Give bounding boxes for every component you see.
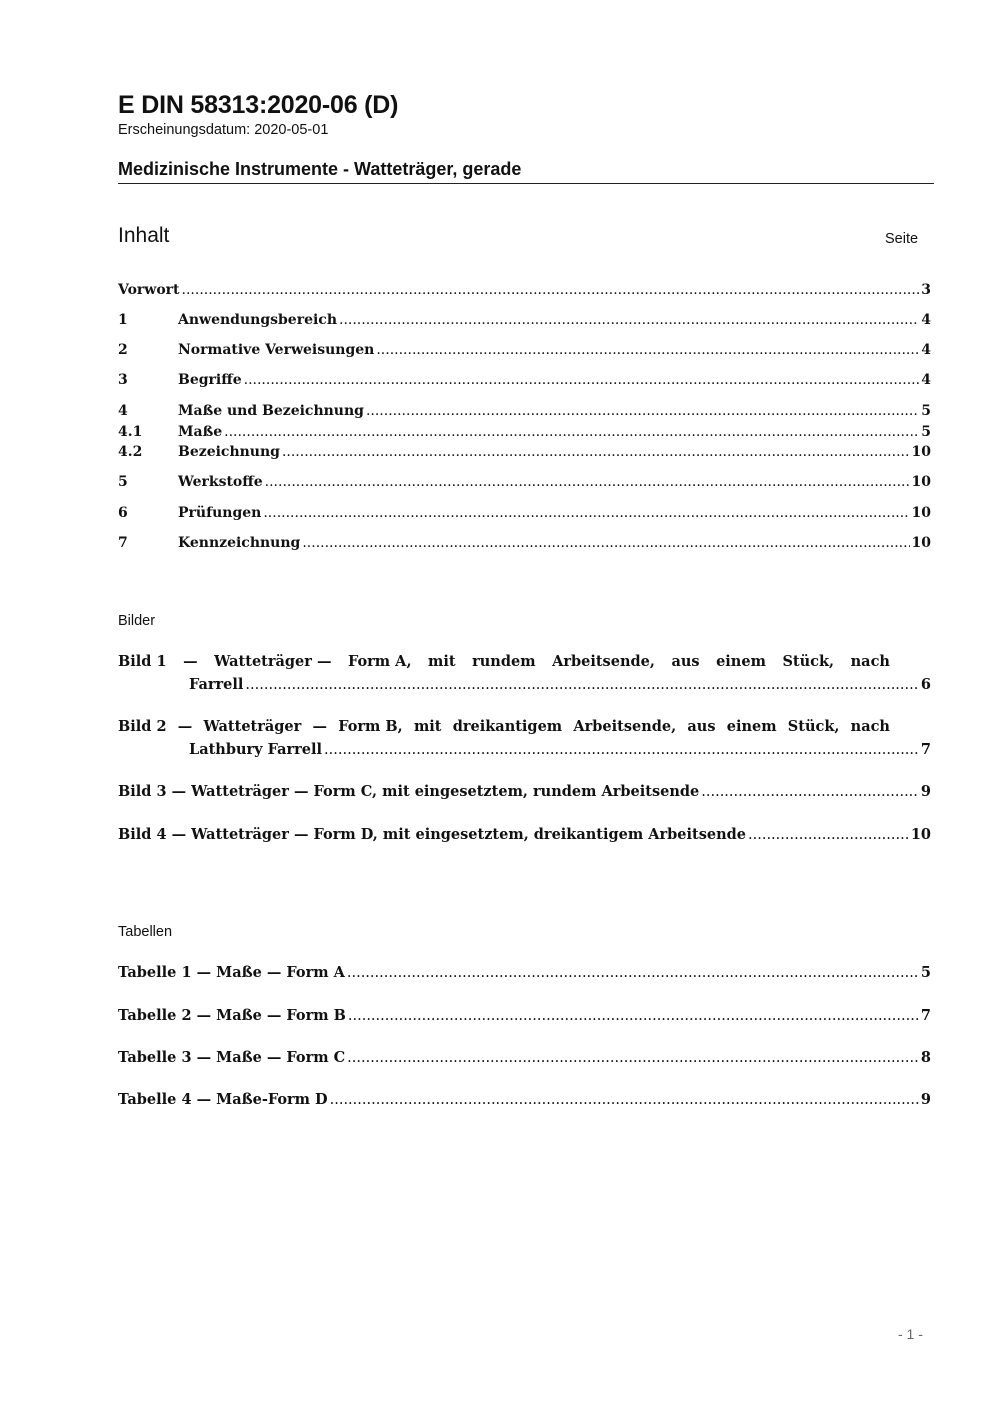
- table-entry[interactable]: [118, 1004, 931, 1028]
- toc-entry[interactable]: [118, 422, 931, 442]
- dot-leader: [330, 1088, 919, 1112]
- toc-entry-page: 10: [911, 474, 931, 490]
- dot-leader: [376, 340, 919, 360]
- word: aus: [687, 718, 716, 735]
- dot-leader: [302, 533, 909, 553]
- word: Arbeitsende,: [573, 718, 677, 735]
- table-entry-title: Tabelle 3 — Maße — Form C: [118, 1049, 346, 1066]
- page-column-label: Seite: [885, 231, 919, 247]
- toc-entry[interactable]: [118, 533, 931, 553]
- toc-entry-title: Bezeichnung: [178, 444, 280, 460]
- dot-leader: [282, 442, 910, 462]
- figure-entry-title-cont: Lathbury Farrell: [189, 741, 323, 758]
- table-entry[interactable]: [118, 961, 931, 985]
- toc-entry-number: 4.2: [118, 444, 143, 460]
- word: nach: [850, 718, 890, 735]
- figure-entry-title: Bild 3 — Watteträger — Form C, mit eingesetztem, rundem Arbeitsende: [118, 783, 700, 800]
- dot-leader: [265, 472, 910, 492]
- toc-entry[interactable]: [118, 472, 931, 492]
- figure-entry[interactable]: [118, 650, 931, 697]
- dot-leader: [263, 503, 909, 523]
- figure-entry-title-cont: Farrell: [189, 676, 244, 693]
- dot-leader: [347, 961, 919, 985]
- dot-leader: [366, 401, 919, 421]
- word: Stück,: [782, 653, 835, 670]
- document-id: E DIN 58313:2020-06 (D): [118, 91, 399, 119]
- title-divider: [118, 183, 934, 184]
- publication-date: Erscheinungsdatum: 2020-05-01: [118, 122, 329, 138]
- toc-entry-number: 2: [118, 342, 128, 358]
- toc-entry-number: 4: [118, 403, 128, 419]
- dot-leader: [244, 370, 920, 390]
- document-title: Medizinische Instrumente - Watteträger, gerade: [118, 159, 522, 179]
- toc-entry-page: 3: [921, 282, 931, 298]
- table-entry-title: Tabelle 2 — Maße — Form B: [118, 1007, 346, 1024]
- toc-entry[interactable]: [118, 442, 931, 462]
- toc-entry-page: 5: [921, 424, 931, 440]
- table-entry-title: Tabelle 1 — Maße — Form A: [118, 964, 345, 981]
- toc-entry-number: 1: [118, 312, 128, 328]
- toc-entry-title: Maße und Bezeichnung: [178, 403, 364, 419]
- word: mit: [428, 653, 456, 670]
- dot-leader: [224, 422, 919, 442]
- word: Bild 2: [118, 718, 167, 735]
- word: —: [312, 718, 327, 735]
- contents-heading: Inhalt: [118, 224, 170, 247]
- figure-entry-line: [118, 738, 931, 762]
- toc-entry[interactable]: [118, 503, 931, 523]
- figure-entry[interactable]: [118, 780, 931, 804]
- dot-leader: [701, 780, 919, 804]
- toc-entry[interactable]: [118, 370, 931, 390]
- figure-entry-line: [118, 650, 890, 673]
- toc-entry-page: 4: [921, 372, 931, 388]
- table-entry-page: 8: [920, 1049, 931, 1066]
- toc-entry-page: 10: [911, 444, 931, 460]
- table-entry[interactable]: [118, 1088, 931, 1112]
- toc-entry-number: 4.1: [118, 424, 143, 440]
- toc-entry[interactable]: [118, 340, 931, 360]
- word: —: [177, 718, 193, 735]
- toc-entry-title: Vorwort: [118, 282, 180, 298]
- word: Watteträger: [203, 718, 302, 735]
- toc-entry-page: 5: [921, 403, 931, 419]
- toc-entry-page: 10: [911, 505, 931, 521]
- word: einem: [716, 653, 766, 670]
- toc-entry[interactable]: [118, 401, 931, 421]
- word: dreikantigem: [452, 718, 563, 735]
- figure-entry[interactable]: [118, 715, 931, 762]
- figure-entry-title: Bild 4 — Watteträger — Form D, mit eingesetztem, dreikantigem Arbeitsende: [118, 826, 747, 843]
- toc-entry-page: 4: [921, 342, 931, 358]
- figure-entry-page: 6: [920, 676, 931, 693]
- word: Watteträger —: [214, 653, 332, 670]
- word: Form A,: [347, 653, 412, 670]
- page-number: - 1 -: [898, 1326, 923, 1342]
- word: Bild 1: [118, 653, 167, 670]
- word: Arbeitsende,: [552, 653, 655, 670]
- toc-entry-title: Kennzeichnung: [178, 535, 301, 551]
- figure-entry-page: 9: [920, 783, 931, 800]
- table-entry[interactable]: [118, 1046, 931, 1070]
- dot-leader: [182, 280, 920, 300]
- word: mit: [413, 718, 442, 735]
- word: nach: [850, 653, 890, 670]
- figure-entry-page: 7: [920, 741, 931, 758]
- table-entry-title: Tabelle 4 — Maße-Form D: [118, 1091, 328, 1108]
- toc-entry-page: 4: [921, 312, 931, 328]
- toc-entry[interactable]: [118, 280, 931, 300]
- toc-entry-number: 3: [118, 372, 128, 388]
- figure-entry[interactable]: [118, 823, 931, 847]
- dot-leader: [324, 738, 919, 762]
- toc-entry-title: Begriffe: [178, 372, 242, 388]
- word: einem: [726, 718, 777, 735]
- figure-entry-line: [118, 673, 931, 697]
- table-entry-page: 5: [920, 964, 931, 981]
- toc-entry-number: 7: [118, 535, 128, 551]
- word: Form B,: [338, 718, 403, 735]
- dot-leader: [748, 823, 909, 847]
- figure-entry-line: [118, 715, 890, 738]
- word: aus: [671, 653, 700, 670]
- toc-entry-title: Maße: [178, 424, 223, 440]
- toc-entry-title: Werkstoffe: [178, 474, 263, 490]
- toc-entry-number: 6: [118, 505, 128, 521]
- word: Stück,: [787, 718, 840, 735]
- tables-heading: Tabellen: [118, 924, 173, 940]
- toc-entry-number: 5: [118, 474, 128, 490]
- figure-entry-page: 10: [910, 826, 931, 843]
- dot-leader: [347, 1046, 919, 1070]
- toc-entry-title: Prüfungen: [178, 505, 262, 521]
- toc-entry-title: Normative Verweisungen: [178, 342, 375, 358]
- dot-leader: [348, 1004, 919, 1028]
- figures-heading: Bilder: [118, 613, 156, 629]
- dot-leader: [339, 310, 919, 330]
- toc-entry[interactable]: [118, 310, 931, 330]
- toc-entry-page: 10: [911, 535, 931, 551]
- table-entry-page: 7: [920, 1007, 931, 1024]
- word: —: [183, 653, 198, 670]
- dot-leader: [245, 673, 918, 697]
- toc-entry-title: Anwendungsbereich: [178, 312, 337, 328]
- word: rundem: [472, 653, 536, 670]
- table-entry-page: 9: [920, 1091, 931, 1108]
